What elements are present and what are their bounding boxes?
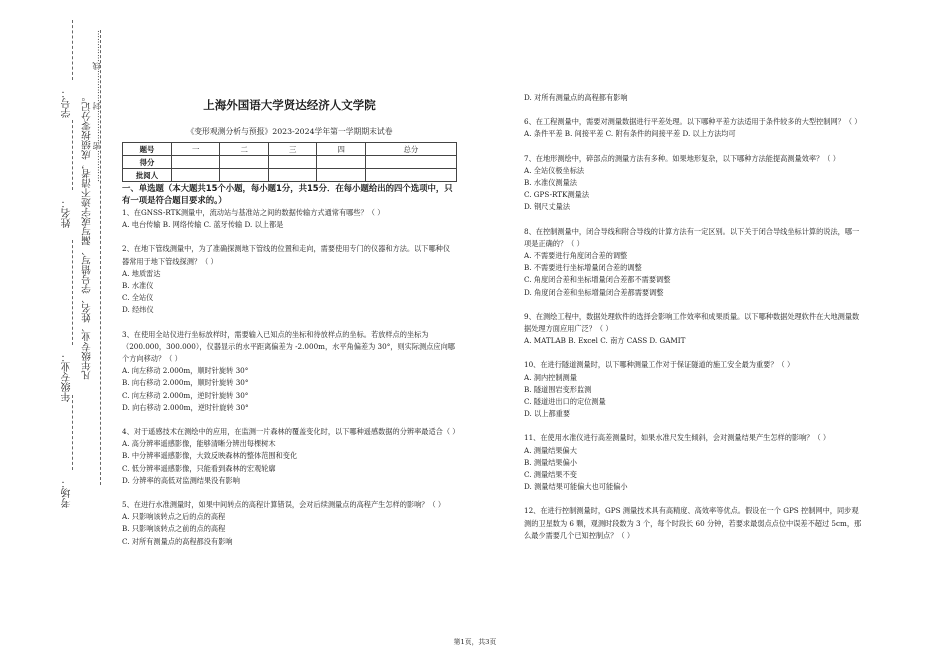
answer-option: D. 角度闭合差和坐标增量闭合差都需要调整 (524, 287, 664, 297)
name-label: 姓名： (62, 198, 73, 228)
table-cell[interactable] (268, 169, 316, 182)
exam-subtitle: 《变形观测分析与预报》2023-2024学年第一学期期末试卷 (186, 127, 393, 136)
question-stem: 2、在地下管线测量中，为了准确探测地下管线的位置和走向，需要使用专门的仪器和方法。以下哪种仪器常用于地下管线探测？（ ） (122, 244, 451, 266)
table-cell: 二 (220, 143, 268, 156)
table-cell[interactable] (317, 156, 365, 169)
table-cell: 得分 (123, 156, 172, 169)
answer-option: A. 全站仪极坐标法 (524, 165, 585, 175)
answer-option: A. 地质雷达 (122, 268, 161, 278)
seal-dashed-line (100, 30, 101, 485)
question-item (524, 116, 864, 140)
score-table-header-row (123, 143, 457, 156)
exam-site-label: 考场： (62, 478, 73, 508)
answer-option: B. 水准仪测量法 (524, 178, 577, 188)
answer-option: B. 中分辨率遥感影像，大致反映森林的整体范围和变化 (122, 451, 298, 461)
exam-site-blank (72, 395, 73, 470)
score-table-score-row (123, 156, 457, 169)
question-stem: 8、在控制测量中，闭合导线和附合导线的计算方法有一定区别。以下关于闭合导线坐标计算的说法，哪一项是正确的？（ ） (524, 226, 860, 248)
table-cell[interactable] (365, 169, 456, 182)
answer-option: B. 水准仪 (122, 281, 154, 291)
question-item (122, 207, 457, 231)
answer-option: B. 隧道围岩变形监测 (524, 384, 592, 394)
question-stem: 3、在使用全站仪进行坐标放样时，需要输入已知点的坐标和待放样点的坐标。若放样点的坐标为（200.000，300.000），仪器显示的水平距离偏差为 -2.000m，水平角偏差为 30°，则实际测点应向哪个方向移动？（ ） (122, 329, 455, 364)
question-item (122, 499, 457, 548)
answer-option: C. 测量结果不变 (524, 470, 577, 480)
question-item (122, 243, 457, 316)
answer-option: A. 测量结果偏大 (524, 445, 577, 455)
answer-option: D. 钢尺丈量法 (524, 202, 571, 212)
notice-text: 凡年级专业、姓名、学号错写、漏写或字迹不清者，成绩按零分记。 (82, 92, 93, 380)
answer-option: C. 全站仪 (122, 293, 154, 303)
answer-option: C. 角度闭合差和坐标增量闭合差都不需要调整 (524, 275, 671, 285)
question-item (122, 426, 460, 487)
table-cell: 四 (317, 143, 365, 156)
page-footer: 第1页，共3页 (453, 638, 497, 646)
answer-option: C. 向左移动 2.000m，逆时针旋转 30° (122, 390, 249, 400)
answer-option: A. 不需要进行角度闭合差的调整 (524, 251, 628, 261)
answer-option: A. 向左移动 2.000m，顺时针旋转 30° (122, 366, 249, 376)
question-stem: 5、在进行水准测量时，如果中间转点的高程计算错误，会对后续测量点的高程产生怎样的影响？（ ） (122, 500, 446, 510)
question-item (524, 311, 864, 348)
table-cell[interactable] (220, 156, 268, 169)
student-id-label: 学号： (62, 88, 73, 118)
answer-option: B. 只影响该转点之前的点的高程 (122, 524, 226, 534)
answer-option: B. 测量结果偏小 (524, 457, 577, 467)
table-cell[interactable] (317, 169, 365, 182)
question-stem: 1、在GNSS-RTK测量中，流动站与基准站之间的数据传输方式通常有哪些？（ ） (122, 208, 385, 217)
answer-option: D. 测量结果可能偏大也可能偏小 (524, 482, 628, 492)
answer-option: D. 以上都重要 (524, 409, 571, 419)
answer-option: D. 向右移动 2.000m，逆时针旋转 30° (122, 402, 249, 412)
question-item (524, 432, 864, 493)
question-stem: 10、在进行隧道测量时，以下哪种测量工作对于保证隧道的施工安全最为重要？（ ） (524, 360, 795, 370)
question-stem: 4、对于遥感技术在测绘中的应用，在监测一片森林的覆盖变化时，以下哪种遥感数据的分辨率最适合（ ） (122, 427, 460, 437)
answer-option: B. 向右移动 2.000m，顺时针旋转 30° (122, 378, 249, 388)
answer-option: D. 经纬仪 (122, 305, 154, 315)
answer-option: A. 电台传输 B. 网络传输 C. 蓝牙传输 D. 以上都是 (122, 220, 284, 230)
student-id-blank (72, 20, 73, 80)
table-cell: 总分 (365, 143, 456, 156)
question-item (524, 153, 864, 214)
table-cell: 题号 (123, 143, 172, 156)
table-cell: 三 (268, 143, 316, 156)
score-table (122, 142, 457, 182)
question-item (122, 329, 457, 414)
grade-label: 年级专业： (62, 352, 73, 402)
question-stem: 9、在测绘工程中，数据处理软件的选择会影响工作效率和成果质量。以下哪种数据处理软件在大地测量数据处理方面应用广泛？（ ） (524, 311, 860, 334)
answer-option: A. 高分辨率遥感影像，能够清晰分辨出每棵树木 (122, 439, 276, 449)
question-stem: 7、在地形测绘中，碎部点的测量方法有多种。如果地形复杂，以下哪种方法能提高测量效率？（ ） (524, 153, 840, 163)
answer-option: C. GPS-RTK测量法 (524, 190, 590, 200)
question-stem: D. 对所有测量点的高程都有影响 (524, 93, 628, 102)
answer-option: C. 低分辨率遥感影像，只能看到森林的宏观轮廓 (122, 463, 276, 473)
question-stem: 11、在使用水准仪进行高差测量时，如果水准尺发生倾斜，会对测量结果产生怎样的影响？（ ） (524, 433, 831, 443)
section-heading: 一、单选题（本大题共15个小题，每小题1分，共15分．在每小题给出的四个选项中，只有一项是符合题目要求的。） (122, 183, 453, 205)
answer-option: A. MATLAB B. Excel C. 南方 CASS D. GAMIT (524, 336, 686, 346)
answer-option: D. 分辨率的高低对监测结果没有影响 (122, 475, 240, 485)
question-stem: 6、在工程测量中，需要对测量数据进行平差处理。以下哪种平差方法适用于条件较多的大型控制网？（ ） (524, 117, 862, 127)
score-table-grader-row (123, 169, 457, 182)
question-item (524, 226, 864, 299)
answer-option: C. 隧道进出口的定位测量 (524, 397, 606, 407)
question-item (524, 92, 864, 104)
table-cell[interactable] (220, 169, 268, 182)
answer-option: C. 对所有测量点的高程都没有影响 (122, 536, 233, 546)
seal-line: …………密…………封…………线………… (92, 30, 101, 182)
table-cell: 批阅人 (123, 169, 172, 182)
left-question-column (122, 207, 460, 560)
right-question-column (524, 92, 864, 554)
answer-option: B. 不需要进行坐标增量闭合差的调整 (524, 263, 642, 273)
answer-option: A. 只影响该转点之后的点的高程 (122, 512, 226, 522)
table-cell[interactable] (172, 169, 220, 182)
grade-blank (72, 240, 73, 345)
answer-option: A. 条件平差 B. 间接平差 C. 附有条件的间接平差 D. 以上方法均可 (524, 129, 736, 139)
question-stem: 12、在进行控制测量时，GPS 测量技术具有高精度、高效率等优点。假设在一个 GPS 控制网中，同步观测的卫星数为 6 颗，观测时段数为 3 个，每个时段长 60 分钟，若要求最弱点点位中误差不超过 5cm，那么最少需要几个已知控制点？（ ） (524, 506, 862, 540)
binding-sidebar (0, 0, 108, 672)
table-cell[interactable] (172, 156, 220, 169)
table-cell[interactable] (268, 156, 316, 169)
question-item (524, 505, 864, 542)
answer-option: A. 洞内控制测量 (524, 372, 577, 382)
table-cell[interactable] (365, 156, 456, 169)
name-blank (72, 120, 73, 190)
school-title: 上海外国语大学贤达经济人文学院 (203, 98, 376, 112)
question-item (524, 359, 864, 420)
table-cell: 一 (172, 143, 220, 156)
